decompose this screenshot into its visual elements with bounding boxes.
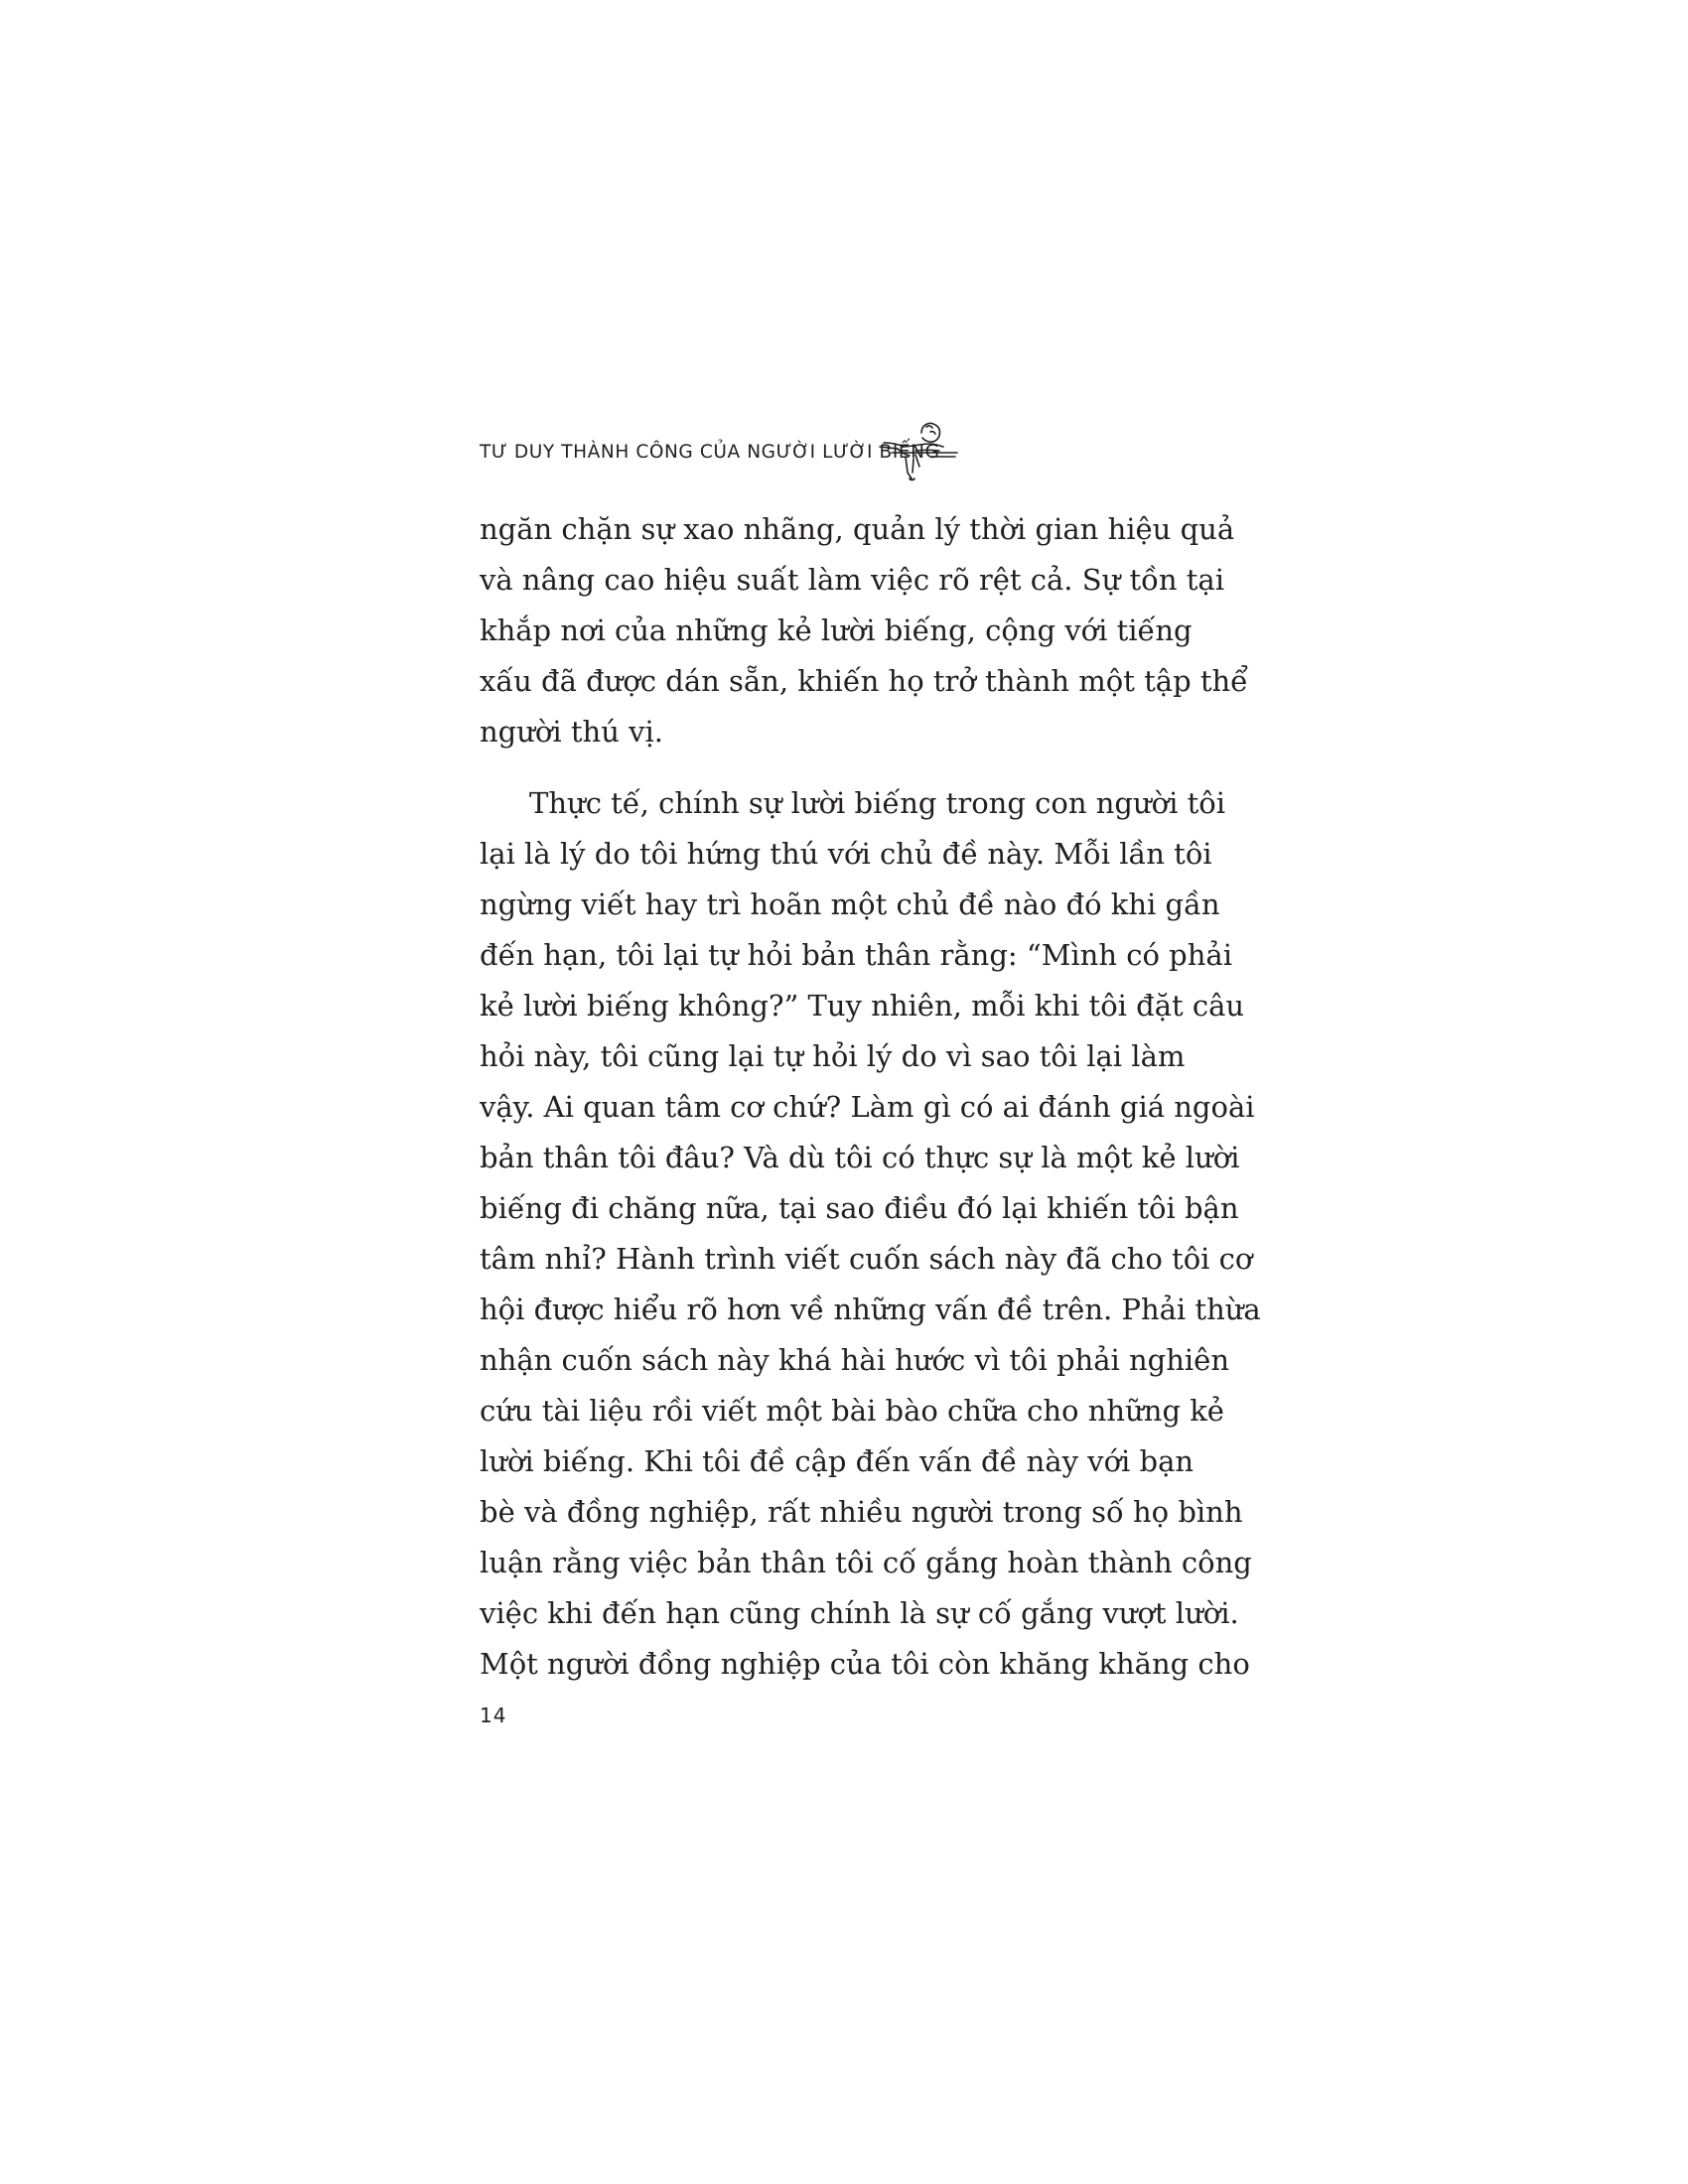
text-line: xấu đã được dán sẵn, khiến họ trở thành một tập thể bbox=[480, 664, 1249, 698]
paragraph bbox=[480, 778, 1261, 1690]
paragraph-spacer bbox=[480, 757, 1182, 778]
page-number: 14 bbox=[480, 1704, 507, 1727]
text-line: biếng đi chăng nữa, tại sao điều đó lại khiến tôi bận bbox=[480, 1191, 1239, 1225]
text-line: Thực tế, chính sự lười biếng trong con người tôi bbox=[529, 786, 1225, 820]
text-line: lại là lý do tôi hứng thú với chủ đề này. Mỗi lần tôi bbox=[480, 837, 1212, 871]
text-line: việc khi đến hạn cũng chính là sự cố gắng vượt lười. bbox=[480, 1596, 1239, 1630]
text-line: vậy. Ai quan tâm cơ chứ? Làm gì có ai đánh giá ngoài bbox=[480, 1090, 1255, 1124]
text-line: lười biếng. Khi tôi đề cập đến vấn đề này với bạn bbox=[480, 1444, 1195, 1478]
running-title: TƯ DUY THÀNH CÔNG CỦA NGƯỜI LƯỜI BIẾNG bbox=[480, 442, 940, 463]
text-line: ngừng viết hay trì hoãn một chủ đề nào đó khi gần bbox=[480, 887, 1220, 921]
paragraph bbox=[480, 504, 1249, 757]
text-line: hỏi này, tôi cũng lại tự hỏi lý do vì sao tôi lại làm bbox=[480, 1039, 1186, 1073]
text-line: cứu tài liệu rồi viết một bài bào chữa cho những kẻ bbox=[480, 1394, 1224, 1428]
text-line: ngăn chặn sự xao nhãng, quản lý thời gian hiệu quả bbox=[480, 512, 1235, 546]
text-line: khắp nơi của những kẻ lười biếng, cộng với tiếng bbox=[480, 614, 1193, 647]
text-line: bản thân tôi đâu? Và dù tôi có thực sự là một kẻ lười bbox=[480, 1141, 1240, 1174]
text-line: luận rằng việc bản thân tôi cố gắng hoàn thành công bbox=[480, 1546, 1252, 1579]
body-text bbox=[480, 504, 1261, 1690]
text-line: hội được hiểu rõ hơn về những vấn đề trên. Phải thừa bbox=[480, 1293, 1261, 1326]
text-line: bè và đồng nghiệp, rất nhiều người trong số họ bình bbox=[480, 1495, 1243, 1529]
text-line: đến hạn, tôi lại tự hỏi bản thân rằng: “Mình có phải bbox=[480, 938, 1232, 972]
text-line: tâm nhỉ? Hành trình viết cuốn sách này đã cho tôi cơ bbox=[480, 1242, 1253, 1276]
text-line: kẻ lười biếng không?” Tuy nhiên, mỗi khi tôi đặt câu bbox=[480, 989, 1245, 1023]
lazy-person-leaning-on-desk-icon bbox=[872, 417, 961, 488]
text-line: người thú vị. bbox=[480, 715, 663, 749]
text-line: và nâng cao hiệu suất làm việc rõ rệt cả. Sự tồn tại bbox=[480, 563, 1224, 597]
text-line: Một người đồng nghiệp của tôi còn khăng khăng cho bbox=[480, 1647, 1250, 1681]
text-line: nhận cuốn sách này khá hài hước vì tôi phải nghiên bbox=[480, 1343, 1230, 1377]
